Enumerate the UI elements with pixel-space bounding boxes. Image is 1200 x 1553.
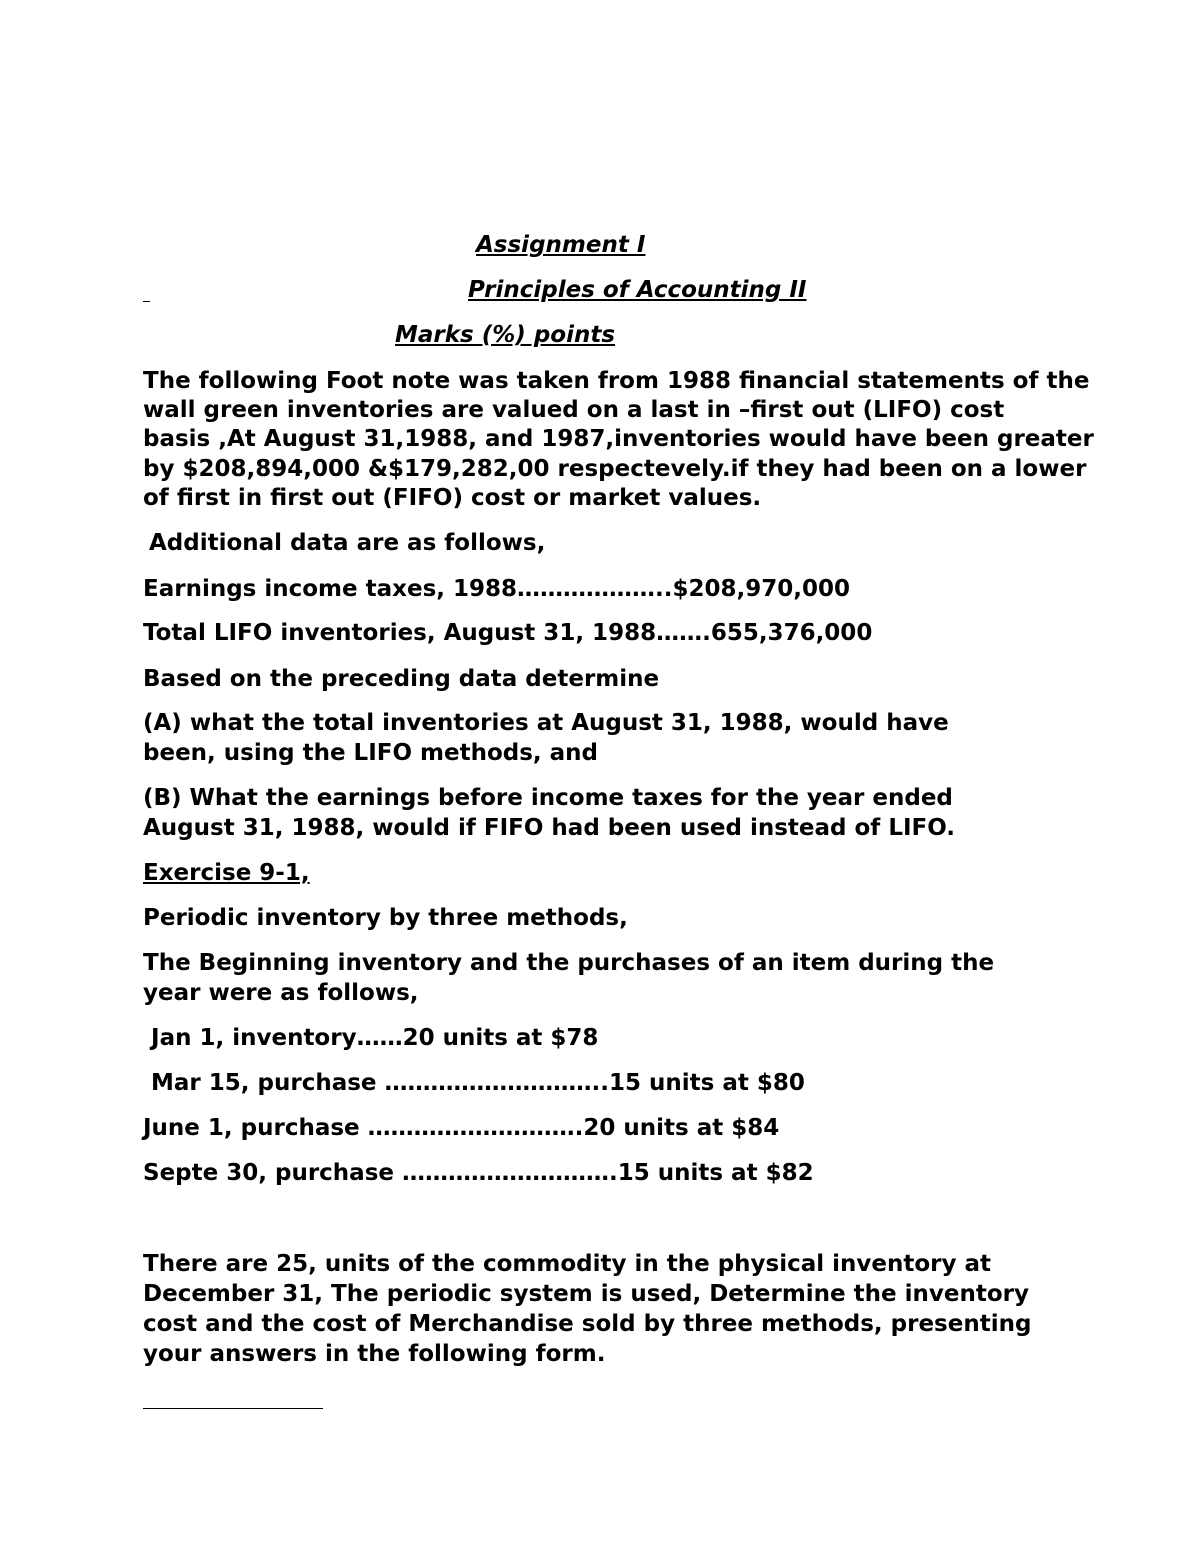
inventory-item: June 1, purchase ……………………….20 units at $84 [143, 1115, 780, 1141]
underline-stub [143, 301, 150, 302]
question-b-line: (B) What the earnings before income taxes for the year ended [143, 785, 953, 811]
course-title: Principles of Accounting II [468, 277, 807, 303]
intro-line: The following Foot note was taken from 1988 financial statements of the [143, 368, 1090, 394]
additional-heading: Additional data are as follows, [149, 530, 546, 556]
closing-line: There are 25, units of the commodity in the physical inventory at [143, 1251, 992, 1277]
intro-line: of first in first out (FIFO) cost or market values. [143, 485, 762, 511]
closing-line: cost and the cost of Merchandise sold by three methods, presenting [143, 1311, 1032, 1337]
exercise-subtitle: Periodic inventory by three methods, [143, 905, 628, 931]
exercise-title: Exercise 9-1, [143, 860, 310, 886]
exercise-intro-line: year were as follows, [143, 980, 419, 1006]
footnote-separator [143, 1408, 323, 1409]
questions-lead: Based on the preceding data determine [143, 666, 660, 692]
closing-line: your answers in the following form. [143, 1341, 606, 1367]
inventory-item: Jan 1, inventory……20 units at $78 [143, 1025, 599, 1051]
intro-line: by $208,894,000 &$179,282,00 respectevely.if they had been on a lower [143, 456, 1087, 482]
lifo-total-line: Total LIFO inventories, August 31, 1988…….655,376,000 [143, 620, 873, 646]
earnings-line: Earnings income taxes, 1988………………..$208,970,000 [143, 576, 851, 602]
question-b-line: August 31, 1988, would if FIFO had been used instead of LIFO. [143, 815, 956, 841]
inventory-item: Septe 30, purchase ……………………….15 units at $82 [143, 1160, 814, 1186]
inventory-item: Mar 15, purchase ………………………..15 units at $80 [143, 1070, 805, 1096]
assignment-title: Assignment I [476, 232, 646, 258]
intro-line: wall green inventories are valued on a last in –first out (LIFO) cost [143, 397, 1005, 423]
closing-line: December 31, The periodic system is used, Determine the inventory [143, 1281, 1029, 1307]
question-a-line: (A) what the total inventories at August 31, 1988, would have [143, 710, 949, 736]
question-a-line: been, using the LIFO methods, and [143, 740, 599, 766]
intro-line: basis ,At August 31,1988, and 1987,inventories would have been greater [143, 426, 1094, 452]
exercise-intro-line: The Beginning inventory and the purchases of an item during the [143, 950, 995, 976]
marks-title: Marks (%) points [395, 322, 616, 348]
